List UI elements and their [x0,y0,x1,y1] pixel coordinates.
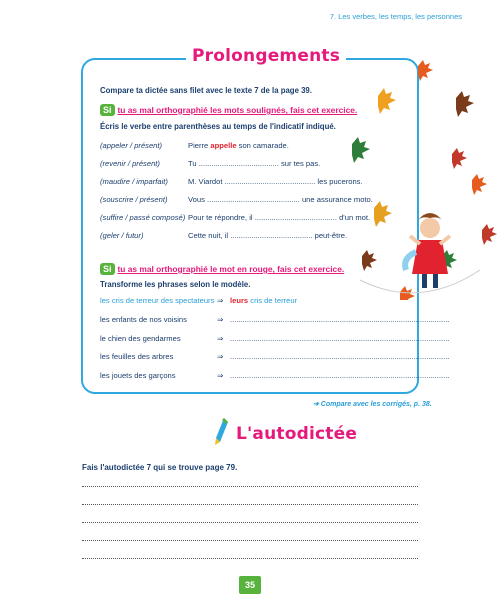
item-source: les feuilles des arbres [100,352,174,361]
page-number: 35 [239,576,261,594]
exercise2-condition-text: tu as mal orthographié le mot en rouge, fais cet exercice. [117,264,345,274]
intro-text: Compare ta dictée sans filet avec le texte 7 de la page 39. [100,86,312,95]
pen-icon [214,416,230,446]
implies-arrow: ⇒ [217,352,224,361]
item-hint: (maudire / imparfait) [100,177,168,186]
writing-line [82,522,418,523]
exercise1-instruction: Écris le verbe entre parenthèses au temps de l'indicatif indiqué. [100,122,336,131]
exercise1-condition [100,104,357,116]
item-sentence: Tu ...................................... sur tes pas. [188,159,321,168]
answer-line: ........................................................................................................ [230,334,450,343]
item-source: les jouets des garçons [100,371,176,380]
item-hint: (suffire / passé composé) [100,213,186,222]
si-badge: Si [100,263,115,275]
running-head: 7. Les verbes, les temps, les personnes [329,12,462,21]
prolongements-title: Prolongements [186,46,346,66]
exercise2-condition [100,263,344,275]
si-badge: Si [100,104,115,116]
item-sentence: Pour te répondre, il ....................................... d'un mot. [188,213,371,222]
implies-arrow: ⇒ [217,315,224,324]
implies-arrow: ⇒ [217,371,224,380]
implies-arrow: ⇒ [217,334,224,343]
child-illustration [405,213,450,288]
autodictee-instruction: Fais l'autodictée 7 qui se trouve page 79. [82,463,238,472]
autumn-leaves-illustration [340,60,500,300]
item-sentence: Vous ............................................ une assurance moto. [188,195,373,204]
item-hint: (souscrire / présent) [100,195,168,204]
writing-line [82,540,418,541]
item-hint: (geler / futur) [100,231,144,240]
answer-line: ........................................................................................................ [230,352,450,361]
answer-line: ........................................................................................................ [230,315,450,324]
example-answer: leurs cris de terreur [230,296,298,305]
item-hint: (revenir / présent) [100,159,160,168]
answer-line: ........................................................................................................ [230,371,450,380]
writing-line [82,504,418,505]
example-hint: (appeler / présent) [100,141,163,150]
writing-line [82,486,418,487]
corriges-link[interactable]: ➔ Compare avec les corrigés, p. 38. [313,401,432,408]
example-source: les cris de terreur des spectateurs [100,296,215,305]
item-sentence: M. Viardot ........................................... les pucerons. [188,177,363,186]
exercise2-instruction: Transforme les phrases selon le modèle. [100,280,251,289]
autodictee-title: L'autodictée [236,424,358,444]
item-source: le chien des gendarmes [100,334,181,343]
example-sentence: Pierre appelle son camarade. [188,141,289,150]
item-sentence: Cette nuit, il ....................................... peut-être. [188,231,348,240]
exercise1-condition-text: tu as mal orthographié les mots soulignés, fais cet exercice. [117,105,358,115]
implies-arrow: ⇒ [217,296,224,305]
writing-line [82,558,418,559]
item-source: les enfants de nos voisins [100,315,187,324]
